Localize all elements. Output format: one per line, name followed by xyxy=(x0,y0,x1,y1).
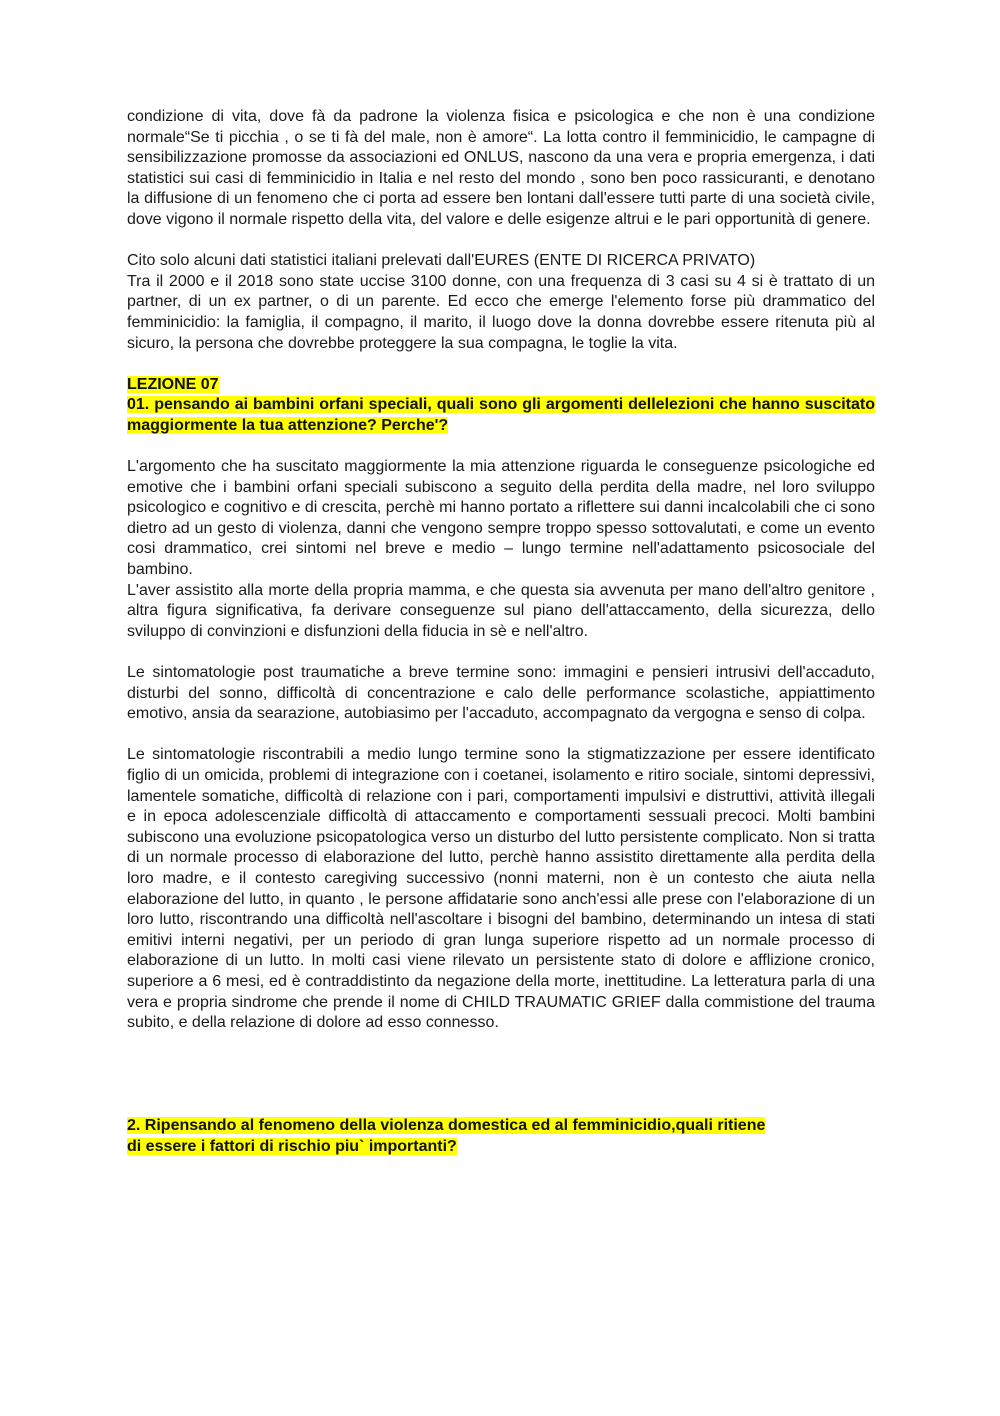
question-2-line-1: 2. Ripensando al fenomeno della violenza domestica ed al femminicidio,quali ritiene xyxy=(127,1117,766,1135)
intro-paragraph-1: condizione di vita, dove fà da padrone la violenza fisica e psicologica e che non è una condizione normale“Se ti picchia , o se ti fà del male, non è amore“. La lotta contro il femminicidio, le campagne di sensibilizzazione promosse da associazioni ed ONLUS, nascono da una vera e propria emergenza, i dati statistici sui casi di femminicidio in Italia e nel resto del mondo , sono ben poco rassicuranti, e denotano la diffusione di un fenomeno che ci porta ad essere ben lontani dall'essere tutti parte di una società civile, dove vigono il normale rispetto della vita, del valore e delle esigenze altrui e le pari opportunità di genere. xyxy=(127,108,875,228)
question-2 xyxy=(127,1116,875,1157)
spacer xyxy=(127,1075,875,1096)
spacer xyxy=(127,642,875,663)
spacer xyxy=(127,1034,875,1055)
question-2-line-2: di essere i fattori di rischio piu` importanti? xyxy=(127,1137,457,1155)
spacer xyxy=(127,354,875,375)
spacer xyxy=(127,437,875,458)
answer-1-paragraph-1: L'argomento che ha suscitato maggiormente la mia attenzione riguarda le conseguenze psicologiche ed emotive che i bambini orfani speciali subiscono a seguito della perdita della madre, nel loro sviluppo psicologico e cognitivo e di crescita, perchè mi hanno portato a riflettere sui danni incalcolabili che ci sono dietro ad un gesto di violenza, danni che vengono sempre troppo spesso sottovalutati, e come un evento cosi drammatico, crei sintomi nel breve e medio – lungo termine nell'adattamento psicosociale del bambino. xyxy=(127,458,875,579)
spacer xyxy=(127,725,875,746)
spacer xyxy=(127,231,875,252)
answer-1-paragraph-4: Le sintomatologie riscontrabili a medio lungo termine sono la stigmatizzazione per essere identificato figlio di un omicida, problemi di integrazione con i coetanei, isolamento e ritiro sociale, sintomi depressivi, lamentele somatiche, difficoltà di relazione con i pari, comportamenti impulsivi e distruttivi, attività illegali e in epoca adolescenziale difficoltà di attaccamento e comportamenti sessuali precoci. Molti bambini subiscono una evoluzione psicopatologica verso un disturbo del lutto persistente complicato. Non si tratta di un normale processo di elaborazione del lutto, perchè hanno assistito direttamente alla perdita della loro madre, e il contesto caregiving successivo (nonni materni, non è un contesto che aiuta nella elaborazione del lutto, in quanto , le persone affidatarie sono anch'essi alle prese con l'elaborazione di un loro lutto, riscontrando una difficoltà nell'ascoltare i bisogni del bambino, determinando un intesa di stati emitivi interni negativi, per un periodo di gran lunga superiore rispetto ad un normale processo di elaborazione di un lutto. In molti casi viene rilevato un persistente stato di dolore e afflizione cronico, superiore a 6 mesi, ed è contraddistinto da negazione della morte, inettitudine. La letteratura parla di una vera e propria sindrome che prende il nome di CHILD TRAUMATIC GRIEF dalla commistione del trauma subito, e della relazione di dolore ad esso connesso. xyxy=(127,746,875,1032)
question-1-text: 01. pensando ai bambini orfani speciali, quali sono gli argomenti dellelezioni che hanno suscitato maggiormente la tua attenzione? Perche'? xyxy=(127,396,875,434)
answer-1-paragraph-3: Le sintomatologie post traumatiche a breve termine sono: immagini e pensieri intrusivi dell'accaduto, disturbi del sonno, difficoltà di concentrazione e calo delle performance scolastiche, appiattimento emotivo, ansia da searazione, autobiasimo per l'accaduto, accompagnato da vergogna e senso di colpa. xyxy=(127,664,875,723)
answer-1-paragraph-2: L'aver assistito alla morte della propria mamma, e che questa sia avvenuta per mano dell'altro genitore , altra figura significativa, fa derivare conseguenze sul piano dell'attaccamento, della sicurezza, dello sviluppo di convinzioni e disfunzioni della fiducia in sè e nell'altro. xyxy=(127,581,875,640)
intro-paragraph-2: Tra il 2000 e il 2018 sono state uccise 3100 donne, con una frequenza di 3 casi su 4 si è trattato di un partner, di un ex partner, o di un parente. Ed ecco che emerge l'elemento forse più drammatico del femminicidio: la famiglia, il compagno, il marito, il luogo dove la donna dovrebbe essere ritenuta più al sicuro, la persona che dovrebbe proteggere la sua compagna, le toglie la vita. xyxy=(127,272,875,352)
document-page xyxy=(127,107,875,1157)
lesson-title xyxy=(127,375,875,396)
question-1 xyxy=(127,395,875,436)
spacer xyxy=(127,1096,875,1117)
intro-paragraph-2-first-line: Cito solo alcuni dati statistici italiani prelevati dall'EURES (ENTE DI RICERCA PRIVATO) xyxy=(127,252,756,270)
lesson-title-text: LEZIONE 07 xyxy=(127,375,219,393)
spacer xyxy=(127,1054,875,1075)
